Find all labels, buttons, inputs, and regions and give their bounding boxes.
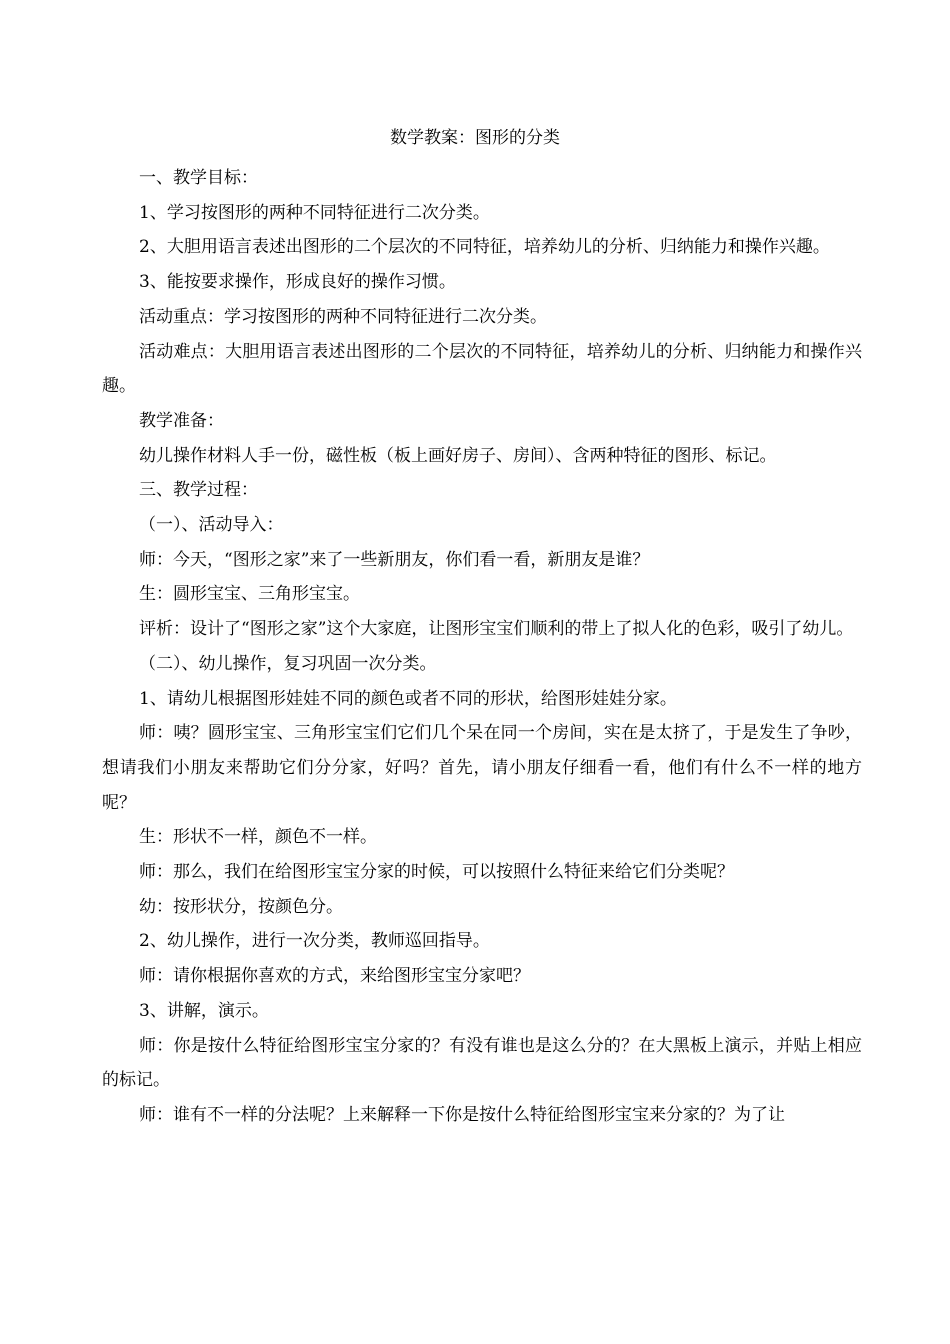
paragraph: 活动重点：学习按图形的两种不同特征进行二次分类。: [139, 306, 547, 327]
paragraph: 一、教学目标：: [139, 168, 258, 188]
paragraph: 师：你是按什么特征给图形宝宝分家的？有没有谁也是这么分的？在大黑板上演示，并贴上相应的标记。: [102, 1035, 862, 1091]
document-body: [102, 161, 862, 1133]
paragraph: 师：咦？圆形宝宝、三角形宝宝们它们几个呆在同一个房间，实在是太挤了，于是发生了争吵，想请我们小朋友来帮助它们分分家，好吗？首先，请小朋友仔细看一看，他们有什么不一样的地方呢？: [102, 723, 862, 813]
paragraph: 2、大胆用语言表述出图形的二个层次的不同特征，培养幼儿的分析、归纳能力和操作兴趣。: [139, 237, 830, 258]
paragraph: 3、能按要求操作，形成良好的操作习惯。: [139, 272, 456, 293]
paragraph: （二）、幼儿操作，复习巩固一次分类。: [139, 653, 437, 674]
paragraph: 师：请你根据你喜欢的方式，来给图形宝宝分家吧？: [139, 966, 530, 987]
document-title: 数学教案：图形的分类: [390, 128, 560, 148]
paragraph: 幼儿操作材料人手一份，磁性板（板上画好房子、房间）、含两种特征的图形、标记。: [139, 445, 777, 466]
paragraph: 师：那么，我们在给图形宝宝分家的时候，可以按照什么特征来给它们分类呢？: [139, 862, 734, 883]
paragraph: 3、讲解，演示。: [139, 1000, 269, 1021]
paragraph: 幼：按形状分，按颜色分。: [139, 896, 343, 917]
paragraph: 2、幼儿操作，进行一次分类，教师巡回指导。: [139, 931, 490, 952]
paragraph: 活动难点：大胆用语言表述出图形的二个层次的不同特征，培养幼儿的分析、归纳能力和操作兴趣。: [102, 341, 862, 397]
paragraph: 三、教学过程：: [139, 480, 258, 501]
paragraph: （一）、活动导入：: [139, 515, 284, 536]
paragraph: 教学准备：: [139, 410, 224, 431]
paragraph: 1、请幼儿根据图形娃娃不同的颜色或者不同的形状，给图形娃娃分家。: [139, 688, 677, 709]
paragraph: 师：今天，“图形之家”来了一些新朋友，你们看一看，新朋友是谁？: [139, 549, 650, 570]
paragraph: 评析：设计了“图形之家”这个大家庭，让图形宝宝们顺利的带上了拟人化的色彩，吸引了幼儿。: [139, 619, 854, 640]
paragraph: 1、学习按图形的两种不同特征进行二次分类。: [139, 202, 490, 223]
paragraph: 师：谁有不一样的分法呢？上来解释一下你是按什么特征给图形宝宝来分家的？为了让: [139, 1104, 785, 1125]
paragraph: 生：圆形宝宝、三角形宝宝。: [139, 584, 360, 605]
paragraph: 生：形状不一样，颜色不一样。: [139, 827, 377, 848]
